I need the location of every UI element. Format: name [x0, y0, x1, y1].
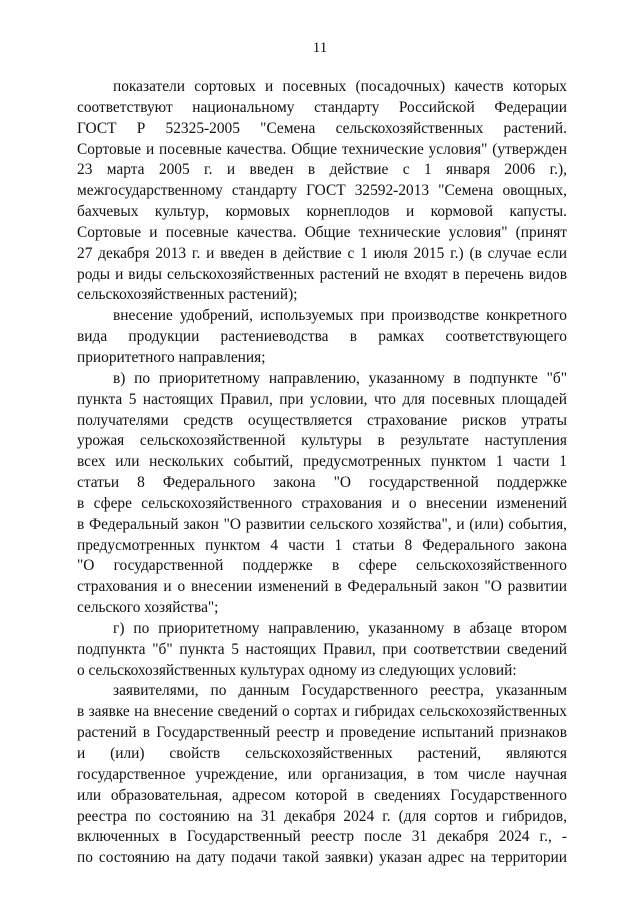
text-line: ГОСТ Р 52325-2005 "Семена сельскохозяйственных растений.: [77, 119, 567, 137]
text-line: Сортовые и посевные качества. Общие технические условия" (принят: [77, 223, 567, 241]
text-line: приоритетного направления;: [77, 348, 266, 366]
text-line: всех или нескольких событий, предусмотренных пунктом 1 части 1: [77, 453, 567, 471]
text-line: в сфере сельскохозяйственного страхования и о внесении изменений: [77, 494, 567, 512]
text-line: подпункта "б" пункта 5 настоящих Правил, при соответствии сведений: [77, 640, 567, 658]
text-line: сельского хозяйства";: [77, 599, 219, 617]
text-line: Сортовые и посевные качества. Общие технические условия" (утвержден: [77, 140, 567, 158]
text-line: межгосударственному стандарту ГОСТ 32592-2013 "Семена овощных,: [77, 182, 567, 200]
text-line: бахчевых культур, кормовых корнеплодов и кормовой капусты.: [77, 203, 567, 221]
text-line: реестра по состоянию на 31 декабря 2024 г. (для сортов и гибридов,: [77, 807, 567, 825]
text-line: или образовательная, адресом которой в сведениях Государственного: [77, 786, 567, 804]
text-line: "О государственной поддержке в сфере сельскохозяйственного: [77, 557, 567, 575]
text-line: статьи 8 Федерального закона "О государственной поддержке: [77, 474, 567, 492]
text-line: в Федеральный закон "О развитии сельского хозяйства", и (или) события,: [77, 515, 567, 533]
text-line: страхования и о внесении изменений в Федеральный закон "О развитии: [77, 578, 567, 596]
text-line: государственное учреждение, или организация, в том числе научная: [77, 765, 567, 783]
text-line: 23 марта 2005 г. и введен в действие с 1 января 2006 г.),: [77, 161, 567, 179]
text-line: предусмотренных пунктом 4 части 1 статьи 8 Федерального закона: [77, 536, 567, 554]
text-line: заявителями, по данным Государственного реестра, указанным: [113, 682, 567, 700]
text-line: растений в Государственный реестр и проведение испытаний признаков: [77, 724, 567, 742]
text-line: пункта 5 настоящих Правил, при условии, что для посевных площадей: [77, 390, 567, 408]
text-line: вида продукции растениеводства в рамках соответствующего: [77, 328, 567, 346]
body-text: [77, 77, 567, 869]
text-line: соответствуют национальному стандарту Российской Федерации: [77, 98, 567, 116]
text-line: г) по приоритетному направлению, указанному в абзаце втором: [113, 619, 567, 637]
text-line: в заявке на внесение сведений о сортах и гибридах сельскохозяйственных: [77, 703, 567, 721]
text-line: сельскохозяйственных растений);: [77, 286, 298, 304]
text-line: включенных в Государственный реестр после 31 декабря 2024 г., -: [77, 828, 567, 846]
text-line: показатели сортовых и посевных (посадочных) качеств которых: [113, 78, 567, 95]
text-line: внесение удобрений, используемых при производстве конкретного: [113, 307, 567, 325]
text-line: о сельскохозяйственных культурах одному из следующих условий:: [77, 661, 517, 679]
text-line: и (или) свойств сельскохозяйственных растений, являются: [77, 745, 567, 762]
page-number: 11: [312, 40, 328, 56]
text-line: урожая сельскохозяйственной культуры в результате наступления: [77, 432, 567, 450]
text-line: по состоянию на дату подачи такой заявки) указан адрес на территории: [77, 849, 567, 867]
text-line: получателями средств осуществляется страхование рисков утраты: [77, 411, 567, 429]
text-line: 27 декабря 2013 г. и введен в действие с 1 июля 2015 г.) (в случае если: [77, 244, 567, 262]
text-line: в) по приоритетному направлению, указанному в подпункте "б": [113, 369, 567, 387]
text-line: роды и виды сельскохозяйственных растений не входят в перечень видов: [77, 265, 567, 283]
